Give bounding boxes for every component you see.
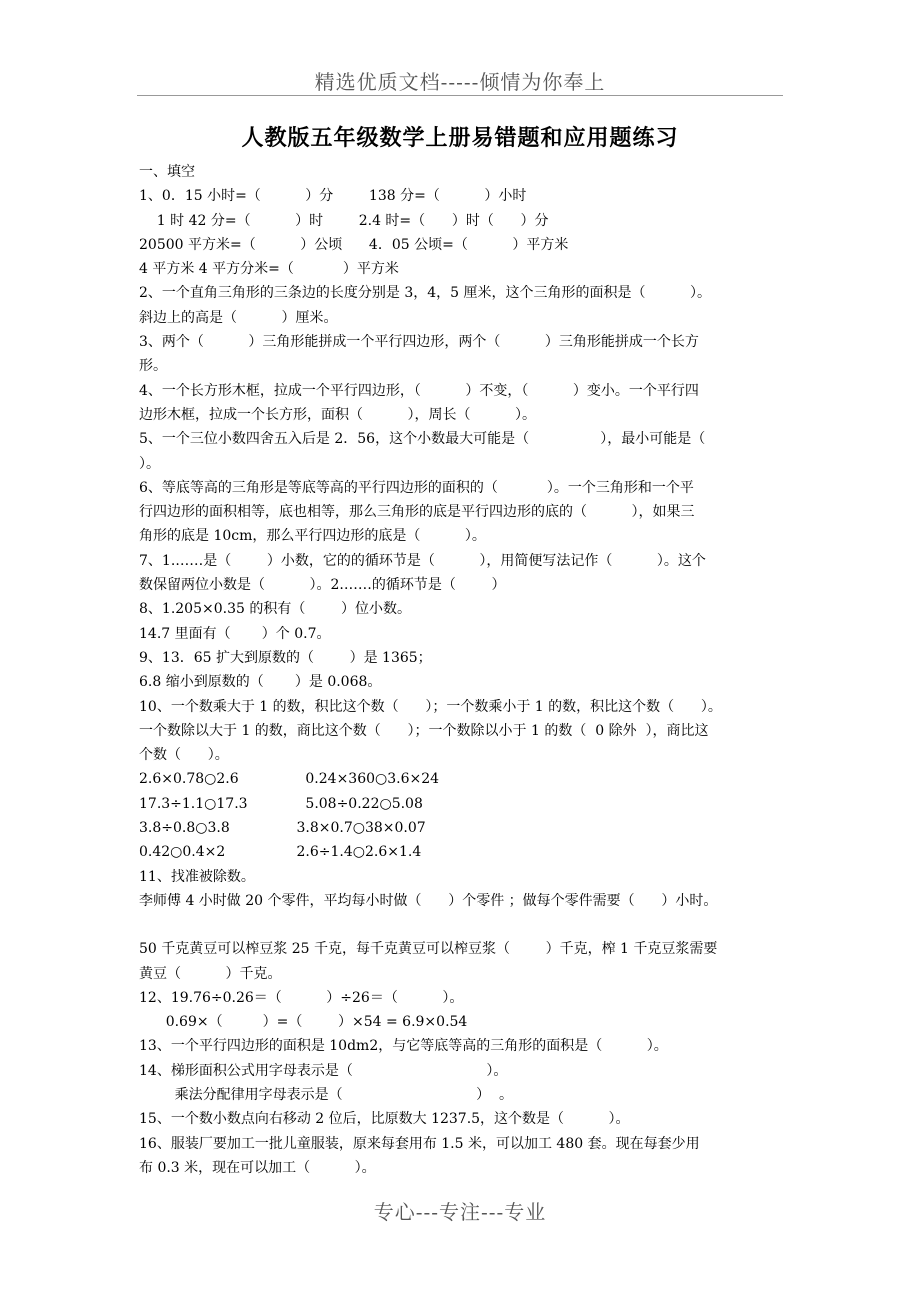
exercise-content [139,160,783,1180]
comparison-line: 2.6×0.78○2.6 0.24×360○3.6×24 [139,771,440,788]
question-line: 50 千克黄豆可以榨豆浆 25 千克，每千克黄豆可以榨豆浆（ ）千克，榨 1 千克豆浆需要 [139,941,718,958]
question-line: 9、13．65 扩大到原数的（ ）是 1365； [139,649,432,666]
question-line: 14.7 里面有（ ）个 0.7。 [139,625,331,642]
question-line: 1、0．15 小时=（ ）分 138 分=（ ）小时 [139,188,527,205]
question-line: 边形木框，拉成一个长方形，面积（ ），周长（ ）。 [139,406,537,423]
question-line: 8、1.205×0.35 的积有（ ）位小数。 [139,601,411,618]
question-line: 2、一个直角三角形的三条边的长度分别是 3，4，5 厘米，这个三角形的面积是（ ）。 [139,285,712,302]
question-line: 角形的底是 10cm，那么平行四边形的底是（ ）。 [139,528,486,545]
question-line: 13、一个平行四边形的面积是 10dm2，与它等底等高的三角形的面积是（ ）。 [139,1038,668,1055]
question-line: 6.8 缩小到原数的（ ）是 0.068。 [139,674,382,691]
question-line: 12、19.76÷0.26＝（ ）÷26＝（ ）。 [139,989,464,1006]
question-line: 11、找准被除数。 [139,868,255,885]
question-line: 4、一个长方形木框，拉成一个平行四边形，（ ）不变，（ ）变小。一个平行四 [139,382,699,399]
question-line: 20500 平方米=（ ）公顷 4．05 公顷=（ ）平方米 [139,236,569,253]
header-divider [137,95,783,96]
question-line: 李师傅 4 小时做 20 个零件，平均每小时做（ ）个零件 ；做每个零件需要（ ）小时。 [139,892,718,909]
question-line: 数保留两位小数是（ ）。2.……的循环节是（ ） [139,577,506,594]
question-line: 一个数除以大于 1 的数，商比这个数（ ）；一个数除以小于 1 的数（ 0 除外 ），商比这 [139,722,709,739]
comparison-line: 17.3÷1.1○17.3 5.08÷0.22○5.08 [139,795,423,812]
question-line: 4 平方米 4 平方分米=（ ）平方米 [139,261,399,278]
question-line: 10、一个数乘大于 1 的数，积比这个数（ ）；一个数乘小于 1 的数，积比这个数（ ）。 [139,698,722,715]
question-line: 7、1.……是（ ）小数，它的的循环节是（ ），用简便写法记作（ ）。这个 [139,552,706,569]
question-line: 布 0.3 米，现在可以加工（ ）。 [139,1159,376,1176]
question-line: 0.69×（ ）=（ ）×54 = 6.9×0.54 [139,1014,468,1031]
question-line: 形。 [139,358,167,375]
question-line: 15、一个数小数点向右移动 2 位后，比原数大 1237.5，这个数是（ ）。 [139,1111,630,1128]
question-line: 6、等底等高的三角形是等底等高的平行四边形的面积的（ ）。一个三角形和一个平 [139,479,694,496]
question-line: ）。 [139,455,160,472]
question-line: 行四边形的面积相等，底也相等，那么三角形的底是平行四边形的底的（ ），如果三 [139,504,695,521]
page-footer: 专心---专注---专业 [373,1200,547,1224]
document-title: 人教版五年级数学上册易错题和应用题练习 [241,125,679,151]
question-line: 黄豆（ ）千克。 [139,965,282,982]
question-line: 16、服装厂要加工一批儿童服装，原来每套用布 1.5 米，可以加工 480 套。现在每套少用 [139,1135,700,1152]
question-line: 14、梯形面积公式用字母表示是（ ）。 [139,1062,508,1079]
page-header: 精选优质文档-----倾情为你奉上 [314,70,606,94]
comparison-line: 3.8÷0.8○3.8 3.8×0.7○38×0.07 [139,820,426,837]
question-line: 个数（ ）。 [139,747,229,764]
question-line: 斜边上的高是（ ）厘米。 [139,309,338,326]
question-line: 3、两个（ ）三角形能拼成一个平行四边形，两个（ ）三角形能拼成一个长方 [139,334,699,351]
question-line: 5、一个三位小数四舍五入后是 2．56，这个小数最大可能是（ ），最小可能是（ [139,431,706,448]
question-line: 乘法分配律用字母表示是（ ） 。 [139,1086,514,1103]
question-line: 1 时 42 分=（ ）时 2.4 时=（ ）时（ ）分 [139,212,549,229]
section-heading: 一、填空 [139,164,195,180]
blank-line [139,913,783,937]
comparison-line: 0.42○0.4×2 2.6÷1.4○2.6×1.4 [139,844,422,861]
